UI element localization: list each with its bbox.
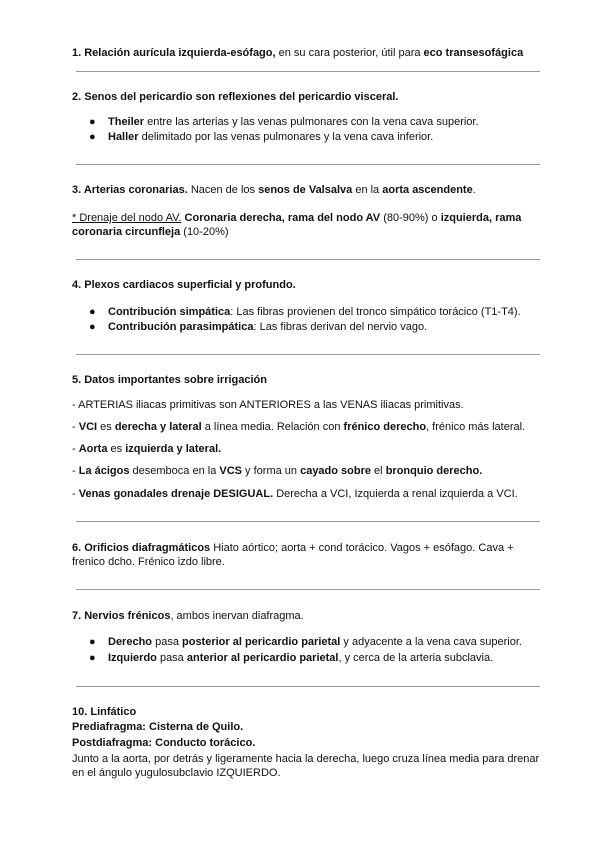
section-1-text: 1. Relación aurícula izquierda-esófago, en su cara posterior, útil para eco transesofágica (72, 47, 524, 59)
bullet-icon: ● (89, 306, 96, 318)
divider (76, 589, 540, 590)
list-item (89, 651, 108, 665)
list-item-text: Theiler entre las arterias y las venas pulmonares con la vena cava superior. (108, 116, 479, 128)
divider (76, 71, 540, 72)
list-item (89, 635, 108, 649)
list-item (89, 130, 108, 144)
section-10-line-4: Junto a la aorta, por detrás y ligeramente hacia la derecha, luego cruza línea media para drenar (72, 753, 540, 765)
divider (76, 354, 540, 355)
section-5-title: 5. Datos importantes sobre irrigación (72, 374, 267, 386)
divider (76, 686, 540, 687)
list-item-text: Haller delimitado por las venas pulmonares y la vena cava inferior. (108, 131, 434, 143)
section-5-line-2: - VCI es derecha y lateral a línea media. Relación con frénico derecho, frénico más lateral. (72, 421, 526, 433)
bullet-icon: ● (89, 321, 96, 333)
section-1-title: 1. Relación aurícula izquierda-esófago, (72, 47, 276, 59)
list-item (89, 115, 108, 129)
section-10-line-3: Postdiafragma: Conducto torácico. (72, 737, 256, 749)
section-6-title: 6. Orificios diafragmáticos (72, 542, 211, 554)
list-item (89, 320, 108, 334)
section-2-title: 2. Senos del pericardio son reflexiones del pericardio visceral. (72, 91, 399, 103)
section-7-title: 7. Nervios frénicos (72, 610, 171, 622)
list-item (89, 305, 108, 319)
divider (76, 521, 540, 522)
section-10-title: 10. Linfático (72, 706, 137, 718)
section-3-title: 3. Arterias coronarias. (72, 184, 188, 196)
list-item-text: Contribución parasimpática: Las fibras derivan del nervio vago. (108, 321, 428, 333)
divider (76, 164, 540, 165)
section-5-line-3: - Aorta es izquierda y lateral. (72, 443, 222, 455)
bullet-icon: ● (89, 131, 96, 143)
divider (76, 259, 540, 260)
section-5-line-5: - Venas gonadales drenaje DESIGUAL. Derecha a VCI, Izquierda a renal izquierda a VCI. (72, 488, 518, 500)
bullet-icon: ● (89, 116, 96, 128)
section-10-line-2: Prediafragma: Cisterna de Quilo. (72, 721, 244, 733)
section-6-text: 6. Orificios diafragmáticos Hiato aórtico; aorta + cond torácico. Vagos + esófago. Cava + (72, 542, 514, 554)
list-item-text: Izquierdo pasa anterior al pericardio parietal, y cerca de la arteria subclavia. (108, 652, 494, 664)
section-6-line-2: frenico dcho. Frénico izdo libre. (72, 556, 225, 568)
section-4-title: 4. Plexos cardiacos superficial y profundo. (72, 279, 296, 291)
bullet-icon: ● (89, 636, 96, 648)
section-3-text: 3. Arterias coronarias. Nacen de los senos de Valsalva en la aorta ascendente. (72, 184, 476, 196)
bullet-icon: ● (89, 652, 96, 664)
section-5-line-4: - La ácigos desemboca en la VCS y forma un cayado sobre el bronquio derecho. (72, 465, 483, 477)
list-item-text: Derecho pasa posterior al pericardio parietal y adyacente a la vena cava superior. (108, 636, 522, 648)
section-5-line-1: - ARTERIAS iliacas primitivas son ANTERIORES a las VENAS iliacas primitivas. (72, 399, 464, 411)
section-7-text: 7. Nervios frénicos, ambos inervan diafragma. (72, 610, 304, 622)
section-3-note: * Drenaje del nodo AV. Coronaria derecha, rama del nodo AV (80-90%) o izquierda, rama (72, 212, 522, 224)
section-10-line-5: en el ángulo yugulosubclavio IZQUIERDO. (72, 767, 281, 779)
section-3-note-cont: coronaria circunfleja (10-20%) (72, 226, 229, 238)
list-item-text: Contribución simpática: Las fibras provienen del tronco simpático torácico (T1-T4). (108, 306, 521, 318)
